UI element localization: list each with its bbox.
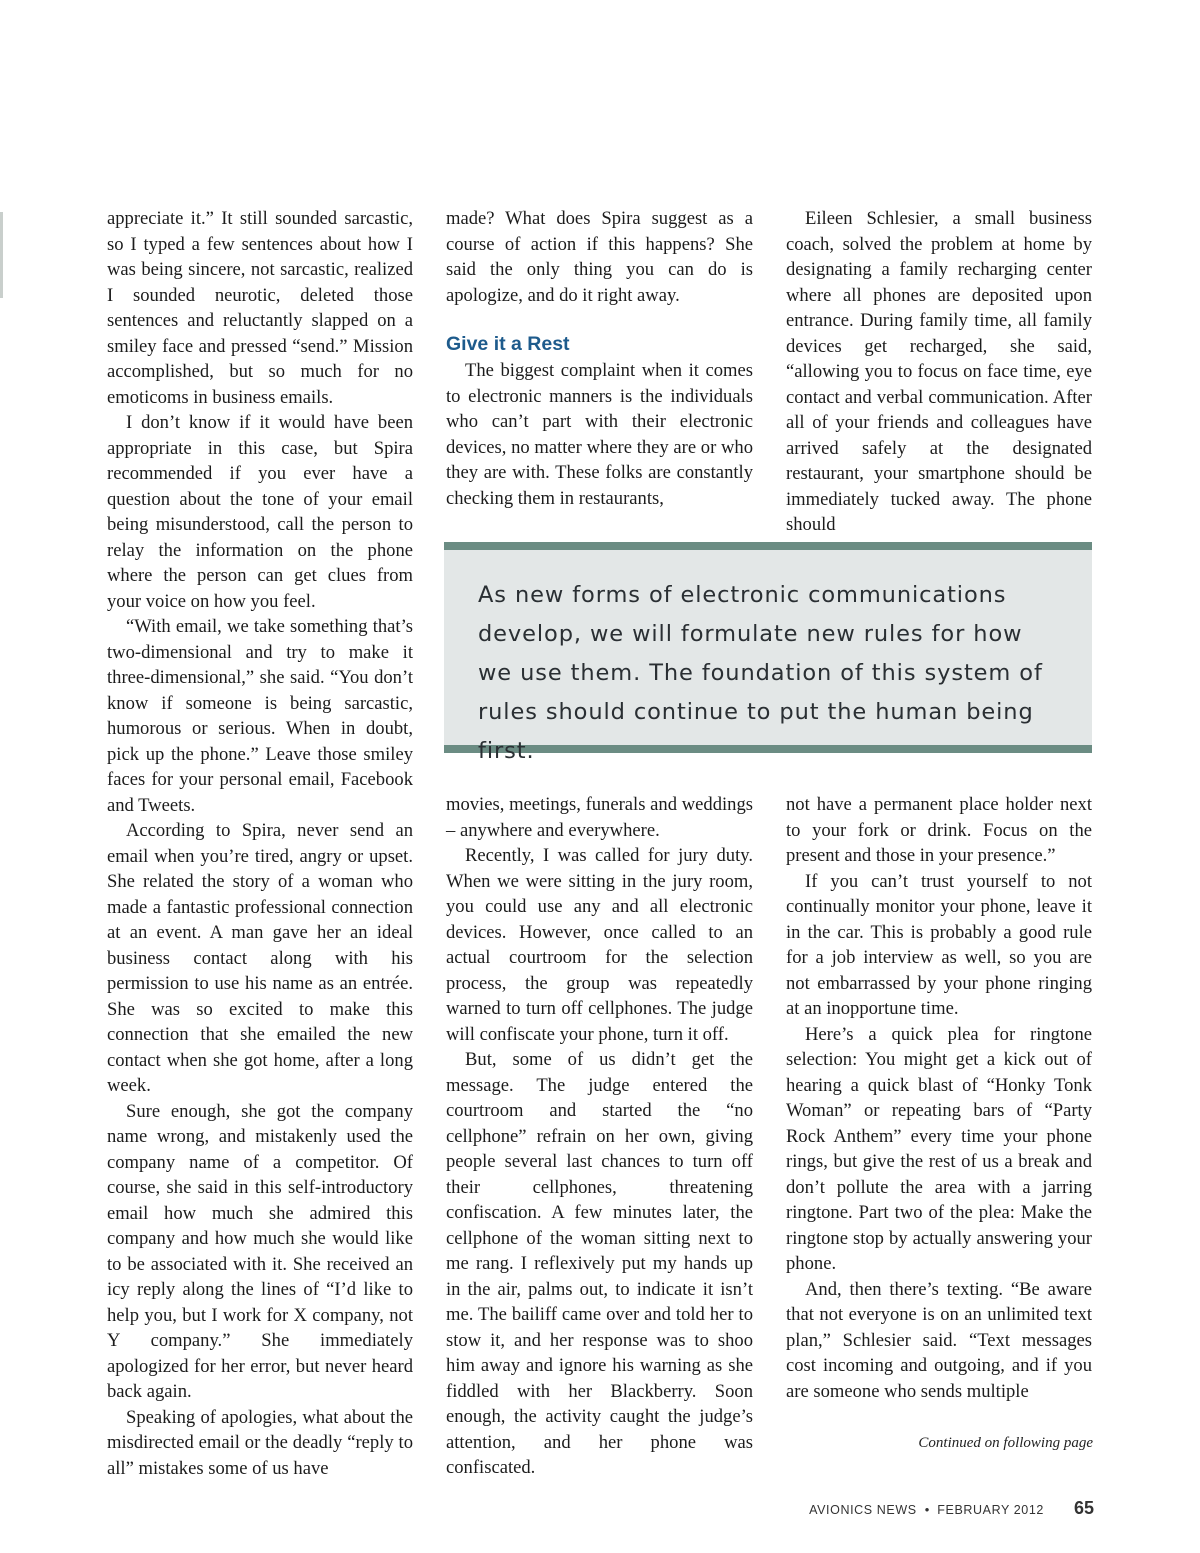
pull-quote	[444, 542, 1092, 764]
paragraph: not have a permanent place holder next to your fork or drink. Focus on the present and those in your presence.”	[786, 794, 1092, 866]
issue-date: FEBRUARY 2012	[937, 1503, 1044, 1517]
page-edge-marker	[0, 212, 3, 298]
paragraph: Eileen Schlesier, a small business coach, solved the problem at home by designating a family recharging center where all phones are deposited upon entrance. During family time, all family devices get recharged, she said, “allowing you to focus on face time, eye contact and verbal communication. After all of your friends and colleagues have arrived safely at the designated restaurant, your smartphone should be immediately tucked away. The phone should	[786, 208, 1092, 535]
paragraph: According to Spira, never send an email when you’re tired, angry or upset. She related the story of a woman who made a fantastic professional connection at an event. A man gave her an ideal business contact along with his permission to use his name as an entrée. She was so excited to make this connection that she emailed the new contact when she got home, after a long week.	[107, 820, 413, 1096]
paragraph: made? What does Spira suggest as a course of action if this happens? She said the only thing you can do is apologize, and do it right away.	[446, 208, 753, 306]
paragraph: Sure enough, she got the company name wrong, and mistakenly used the company name of a competitor. Of course, she said in this self-introductory email how much she admired this company and how much she would like to be associated with it. She received an icy reply along the lines of “I’d like to help you, but I work for X company, not Y company.” She immediately apologized for her error, but never heard back again.	[107, 1100, 413, 1402]
paragraph: Here’s a quick plea for ringtone selection: You might get a kick out of hearing a quick blast of “Honky Tonk Woman” or repeating bars of “Party Rock Anthem” every time your phone rings, but give the rest of us a break and don’t pollute the area with a jarring ringtone. Part two of the plea: Make the ringtone stop by actually answering your phone.	[786, 1023, 1092, 1274]
page-footer	[809, 1498, 1094, 1519]
pull-quote-text: As new forms of electronic communications develop, we will formulate new rules for how we use them. The foundation of this system of rules should continue to put the human being first.	[478, 582, 1043, 764]
paragraph: I don’t know if it would have been appropriate in this case, but Spira recommended if you ever have a question about the tone of your email being misunderstood, call the person to relay the information on the phone where the person can get clues from your voice on how you feel.	[107, 412, 413, 612]
article-column-middle-top	[446, 206, 753, 511]
paragraph: And, then there’s texting. “Be aware that not everyone is on an unlimited text plan,” Schlesier said. “Text messages cost incoming and outgoing, and if you are someone who sends multiple	[786, 1278, 1092, 1402]
paragraph: appreciate it.” It still sounded sarcastic, so I typed a few sentences about how I was being sincere, not sarcastic, realized I sounded neurotic, deleted those sentences and reluctantly slapped on a smiley face and pressed “send.” Mission accomplished, but so much for no emoticoms in business emails.	[107, 208, 413, 408]
continued-note: Continued on following page	[918, 1435, 1093, 1451]
paragraph: Speaking of apologies, what about the misdirected email or the deadly “reply to all” mistakes some of us have	[107, 1406, 413, 1479]
paragraph: If you can’t trust yourself to not continually monitor your phone, leave it in the car. This is probably a good rule for a job interview as well, so you are not embarrassed by your phone ringing at an inopportune time.	[786, 870, 1092, 1019]
publication-name: AVIONICS NEWS	[809, 1503, 917, 1517]
section-subhead: Give it a Rest	[446, 333, 570, 355]
paragraph: “With email, we take something that’s two-dimensional and try to make it three-dimensional,” she said. “You don’t know if someone is being sarcastic, humorous or serious. When in doubt, pick up the phone.” Leave those smiley faces for your personal email, Facebook and Tweets.	[107, 616, 413, 816]
article-column-right-bottom	[786, 792, 1092, 1404]
paragraph: Recently, I was called for jury duty. When we were sitting in the jury room, you could use any and all electronic devices. However, once called to an actual courtroom for the selection process, the group was repeatedly warned to turn off cellphones. The judge will confiscate your phone, turn it off.	[446, 845, 753, 1045]
paragraph: movies, meetings, funerals and weddings – anywhere and everywhere.	[446, 794, 753, 841]
page-number: 65	[1073, 1498, 1094, 1518]
footer-separator: •	[924, 1502, 930, 1517]
article-column-right-top	[786, 206, 1092, 538]
paragraph: The biggest complaint when it comes to electronic manners is the individuals who can’t part with their electronic devices, no matter where they are or who they are with. These folks are constantly checking them in restaurants,	[446, 360, 753, 509]
article-column-left	[107, 206, 413, 1481]
article-column-middle-bottom	[446, 792, 753, 1481]
paragraph: But, some of us didn’t get the message. The judge entered the courtroom and started the “no cellphone” refrain on her own, giving people several last chances to turn off their cellphones, threatening confiscation. A few minutes later, the cellphone of the woman sitting next to me rang. I reflexively put my hands up in the air, palms out, to indicate it isn’t me. The bailiff came over and told her to stow it, and her response was to shoo him away and ignore his warning as she fiddled with her Blackberry. Soon enough, the activity caught the judge’s attention, and her phone was confiscated.	[446, 1049, 753, 1478]
